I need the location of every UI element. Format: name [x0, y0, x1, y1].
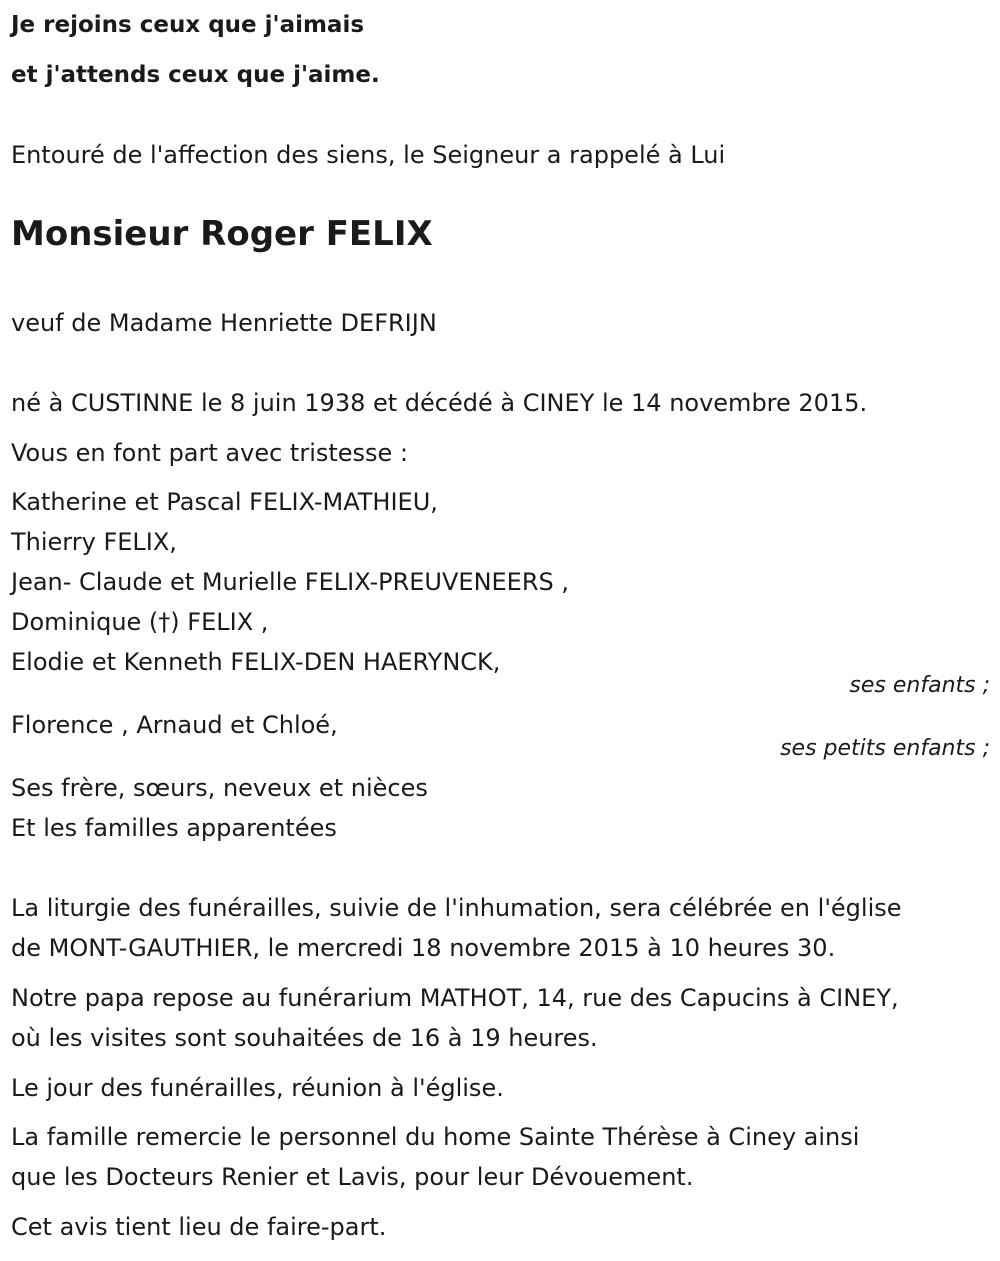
- epigraph-line-1: Je rejoins ceux que j'aimais: [11, 12, 365, 38]
- meeting-info: Le jour des funérailles, réunion à l'église.: [11, 1074, 504, 1102]
- epigraph-line-2: et j'attends ceux que j'aime.: [11, 62, 380, 88]
- funeral-info-line: La liturgie des funérailles, suivie de l'inhumation, sera célébrée en l'église: [11, 894, 902, 922]
- child-line: Elodie et Kenneth FELIX-DEN HAERYNCK,: [11, 648, 501, 676]
- children-label: ses enfants ;: [849, 673, 990, 698]
- deceased-name: Monsieur Roger FELIX: [11, 214, 433, 254]
- extended-family-line: Ses frère, sœurs, neveux et nièces: [11, 774, 428, 802]
- closing-note: Cet avis tient lieu de faire-part.: [11, 1213, 387, 1241]
- extended-family-line: Et les familles apparentées: [11, 814, 337, 842]
- announcement: Vous en font part avec tristesse :: [11, 439, 409, 467]
- grandchildren-label: ses petits enfants ;: [780, 736, 990, 761]
- intro-text: Entouré de l'affection des siens, le Seigneur a rappelé à Lui: [11, 141, 726, 169]
- rest-info-line: Notre papa repose au funérarium MATHOT, 14, rue des Capucins à CINEY,: [11, 984, 899, 1012]
- funeral-info-line: de MONT-GAUTHIER, le mercredi 18 novembre 2015 à 10 heures 30.: [11, 934, 836, 962]
- child-line: Jean- Claude et Murielle FELIX-PREUVENEERS ,: [11, 568, 570, 596]
- child-line: Katherine et Pascal FELIX-MATHIEU,: [11, 488, 438, 516]
- child-line: Thierry FELIX,: [11, 528, 177, 556]
- rest-info-line: où les visites sont souhaitées de 16 à 19 heures.: [11, 1024, 598, 1052]
- thanks-line: La famille remercie le personnel du home Sainte Thérèse à Ciney ainsi: [11, 1123, 860, 1151]
- widower-of: veuf de Madame Henriette DEFRIJN: [11, 309, 437, 337]
- birth-death-info: né à CUSTINNE le 8 juin 1938 et décédé à CINEY le 14 novembre 2015.: [11, 389, 868, 417]
- child-line: Dominique (†) FELIX ,: [11, 608, 269, 636]
- thanks-line: que les Docteurs Renier et Lavis, pour leur Dévouement.: [11, 1163, 694, 1191]
- grandchildren-line: Florence , Arnaud et Chloé,: [11, 711, 338, 739]
